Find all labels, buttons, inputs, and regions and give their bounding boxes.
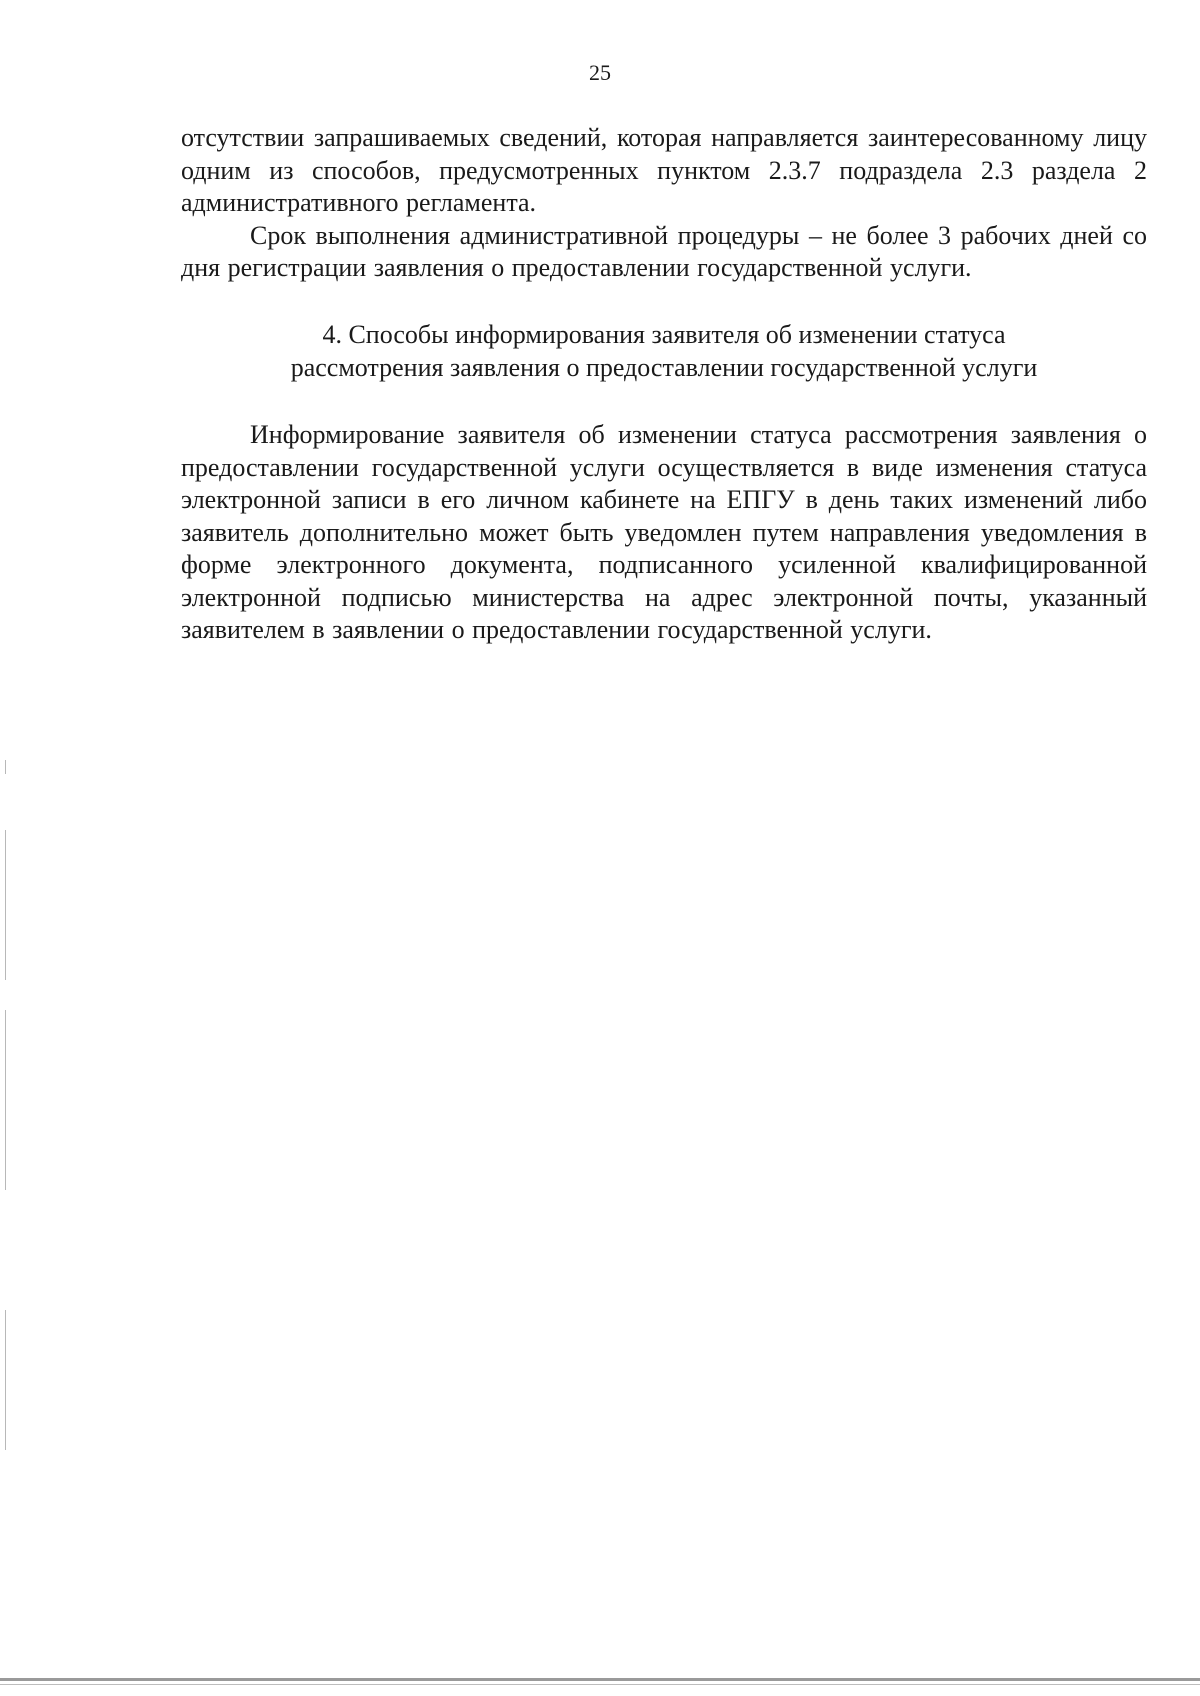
paragraph-block-2 bbox=[181, 419, 1147, 647]
paragraph-informing: Информирование заявителя об изменении статуса рассмотрения заявления о предоставлении государственной услуги осуществляется в виде изменения статуса электронной записи в его личном кабинете на ЕПГУ в день таких изменений либо заявитель дополнительно может быть уведомлен путем направления уведомления в форме электронного документа, подписанного усиленной квалифицированной электронной подписью министерства на адрес электронной почты, указанный заявителем в заявлении о предоставлении государственной услуги. bbox=[181, 420, 1147, 644]
paragraph-deadline: Срок выполнения административной процедуры – не более 3 рабочих дней со дня регистрации заявления о предоставлении государственной услуги. bbox=[181, 220, 1147, 282]
section-heading-line-2: рассмотрения заявления о предоставлении государственной услуги bbox=[290, 353, 1038, 382]
paragraph-block-1 bbox=[181, 122, 1147, 285]
section-heading-line-1: 4. Способы информирования заявителя об изменении статуса bbox=[322, 320, 1006, 349]
scan-bottom-edge-shadow bbox=[0, 1684, 1200, 1685]
page-number: 25 bbox=[589, 60, 611, 85]
scan-mark bbox=[5, 1310, 6, 1450]
scan-mark bbox=[5, 830, 6, 980]
scan-mark bbox=[5, 1010, 6, 1190]
scan-bottom-edge bbox=[0, 1678, 1200, 1681]
section-heading bbox=[181, 318, 1147, 384]
paragraph-continuation: отсутствии запрашиваемых сведений, которая направляется заинтересованному лицу одним из способов, предусмотренных пунктом 2.3.7 подраздела 2.3 раздела 2 административного регламента. bbox=[181, 123, 1147, 217]
scan-mark bbox=[5, 760, 6, 774]
